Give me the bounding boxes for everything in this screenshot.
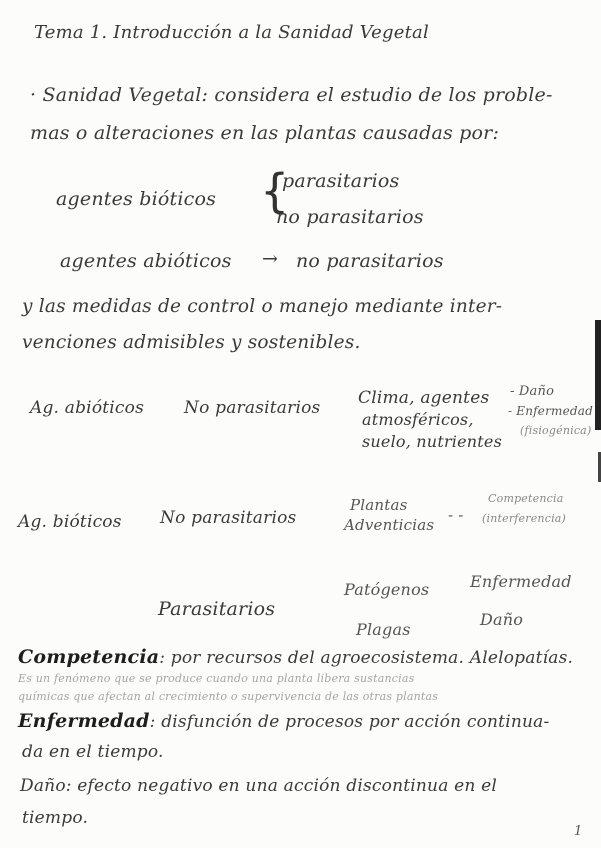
enfermedad-term: Enfermedad: [18, 710, 150, 732]
ag-abioticos-causes-2: atmosféricos,: [362, 410, 474, 429]
ag-bioticos-type: No parasitarios: [160, 508, 297, 528]
bioticos-option-parasitarios: parasitarios: [282, 170, 400, 192]
parasitarios-patogenos: Patógenos: [344, 580, 430, 599]
ag-abioticos-label: Ag. abióticos: [30, 398, 145, 418]
ag-bioticos-dashes: - -: [448, 506, 464, 524]
definition-line-2: mas o alteraciones en las plantas causadas por:: [30, 122, 500, 144]
scan-edge-mark: [595, 320, 601, 430]
ag-abioticos-effect-2: - Enfermedad: [508, 404, 594, 418]
ag-bioticos-effect-1: Competencia: [488, 492, 564, 505]
ag-abioticos-causes-3: suelo, nutrientes: [362, 432, 502, 451]
parasitarios-dano: Daño: [480, 610, 524, 629]
page-number: 1: [574, 824, 583, 839]
competencia-note-1: Es un fenómeno que se produce cuando una planta libera sustancias: [18, 672, 415, 685]
competencia-line: [18, 646, 573, 668]
arrow-icon: →: [262, 248, 279, 270]
abioticos-label: agentes abióticos: [60, 250, 232, 272]
dano-line-2: tiempo.: [22, 808, 89, 828]
competencia-text: : por recursos del agroecosistema. Alelopatías.: [159, 648, 574, 668]
parasitarios-plagas: Plagas: [356, 620, 411, 639]
brace: {: [260, 164, 290, 218]
ag-bioticos-causes-2: Adventicias: [344, 516, 435, 534]
ag-bioticos-label: Ag. bióticos: [18, 512, 122, 532]
enfermedad-line-2: da en el tiempo.: [22, 742, 164, 762]
competencia-note-2: químicas que afectan al crecimiento o supervivencia de las otras plantas: [18, 690, 439, 703]
dano-text: : efecto negativo en una acción discontinua en el: [65, 776, 498, 796]
definition-line-1: · Sanidad Vegetal: considera el estudio de los proble-: [30, 84, 553, 106]
ag-abioticos-causes-1: Clima, agentes: [358, 388, 490, 408]
parasitarios-label: Parasitarios: [158, 598, 276, 620]
enfermedad-text: : disfunción de procesos por acción continua-: [149, 712, 550, 732]
page-title: Tema 1. Introducción a la Sanidad Vegetal: [34, 22, 429, 43]
ag-abioticos-effect-1: - Daño: [510, 384, 555, 399]
abioticos-value: no parasitarios: [296, 250, 444, 272]
dano-term: Daño: [20, 776, 66, 796]
parasitarios-enfermedad: Enfermedad: [470, 572, 572, 591]
ag-bioticos-effect-2: (interferencia): [482, 512, 567, 525]
enfermedad-line: [18, 710, 549, 732]
ag-abioticos-type: No parasitarios: [184, 398, 321, 418]
competencia-term: Competencia: [18, 646, 160, 668]
bioticos-option-no-parasitarios: no parasitarios: [276, 206, 424, 228]
medidas-line-2: venciones admisibles y sostenibles.: [22, 332, 361, 353]
ag-abioticos-effect-3: (fisiogénica): [520, 424, 592, 437]
dano-line: [20, 776, 497, 796]
ag-bioticos-causes-1: Plantas: [350, 496, 408, 514]
bioticos-label: agentes bióticos: [56, 188, 217, 210]
medidas-line-1: y las medidas de control o manejo mediante inter-: [22, 296, 503, 317]
